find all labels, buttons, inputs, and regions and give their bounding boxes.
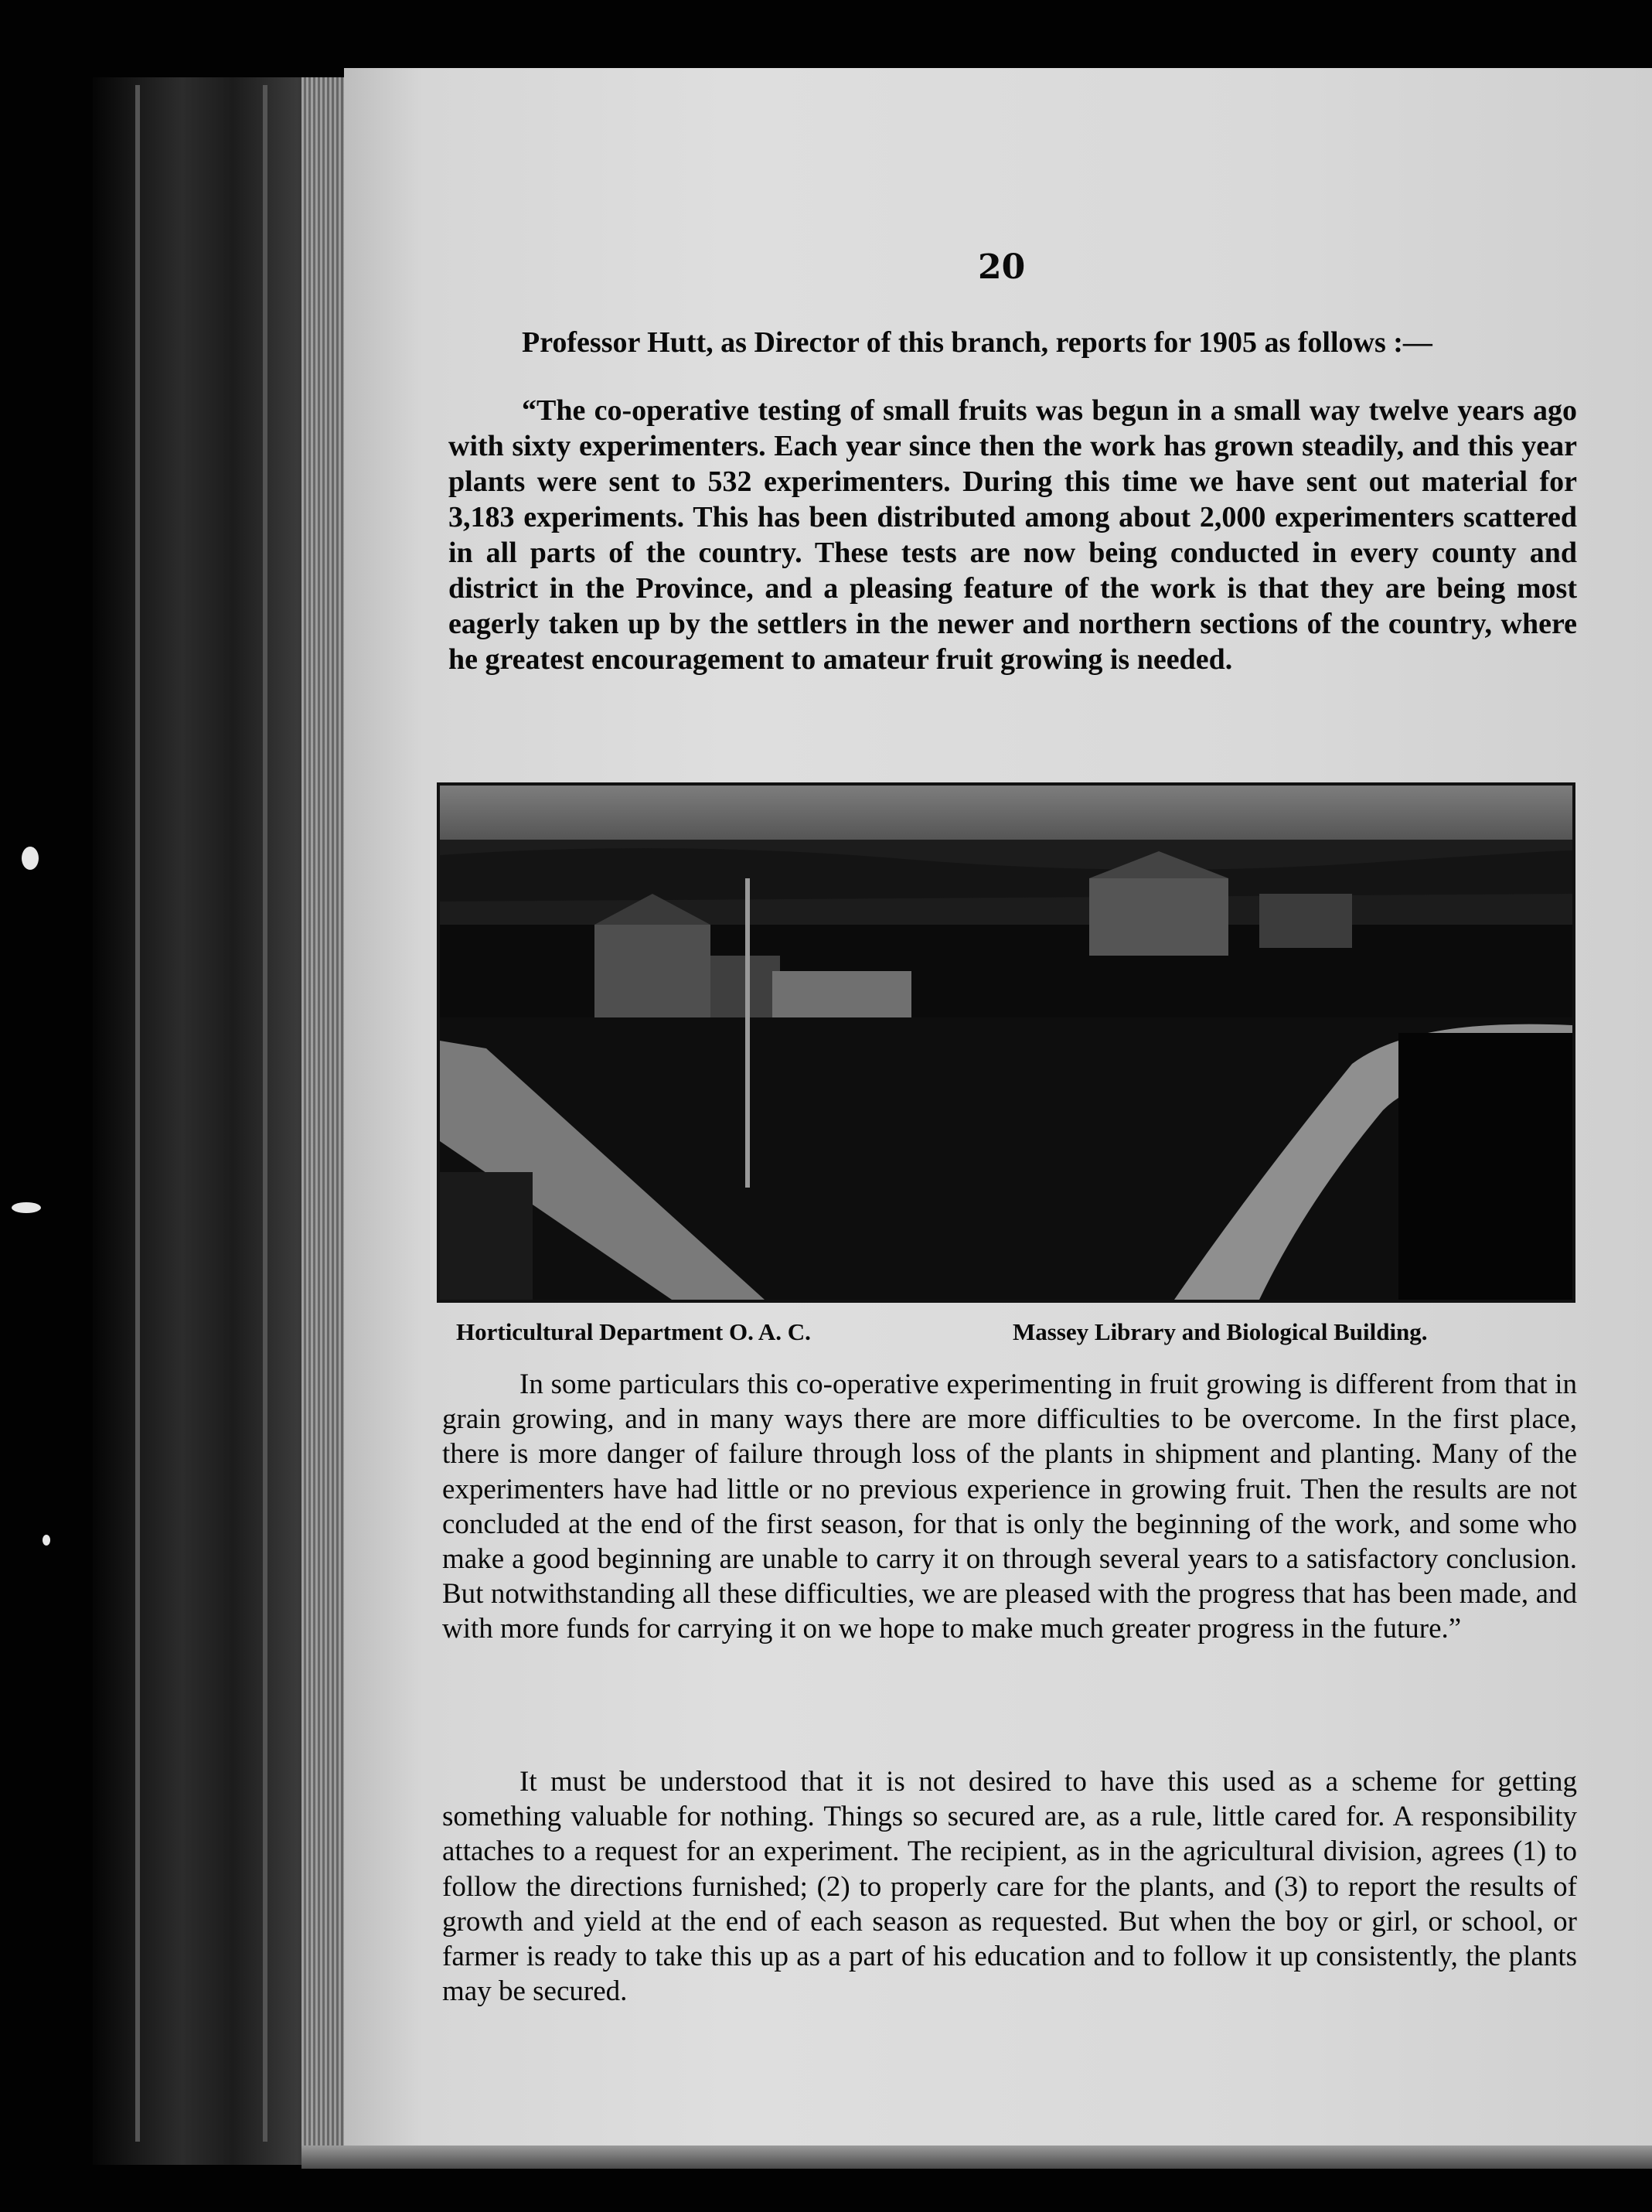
scan-speck [12, 1202, 41, 1213]
campus-photograph [437, 782, 1575, 1303]
page-number: 20 [978, 247, 1026, 287]
page-bottom-edge [301, 2146, 1652, 2169]
body-paragraph: Professor Hutt, as Director of this branch, reports for 1905 as follows :— [522, 326, 1432, 359]
spine-edge-line [263, 85, 267, 2142]
figure-caption-right: Massey Library and Biological Building. [1013, 1318, 1428, 1345]
body-paragraph: It must be understood that it is not desired to have this used as a scheme for getting something valuable for nothing. Things so secured are, as a rule, little cared for. A responsibility attaches to a request for an experiment. The recipient, as in the agricultural division, agrees (1) to follow the directions furnished; (2) to properly care for the plants, and (3) to report the results of growth and yield at the end of each season as requested. But when the boy or girl, or school, or farmer is ready to take this up as a part of his education and to follow it up consistently, the plants may be secured. [442, 1766, 1577, 2008]
photo-scene [440, 786, 1572, 1300]
page-stack-edge [301, 77, 344, 2165]
body-paragraph: In some particulars this co-operative experimenting in fruit growing is different from that in grain growing, and in many ways there are more difficulties to be overcome. In the first place, there is more danger of failure through loss of the plants in shipment and planting. Many of the experimenters have had little or no previous experience in growing fruit. Then the results are not concluded at the end of the first season, for that is only the beginning of the work, and some who make a good beginning are unable to carry it on through several years to a satisfactory conclusion. But notwithstanding all these difficulties, we are pleased with the progress that has been made, and with more funds for carrying it on we hope to make much greater progress in the future.” [442, 1368, 1577, 1645]
scan-speck [43, 1535, 50, 1546]
spine-edge-line [135, 85, 140, 2142]
figure-caption-left: Horticultural Department O. A. C. [456, 1318, 811, 1345]
scan-speck [22, 847, 39, 870]
body-paragraph: “The co-operative testing of small fruits was begun in a small way twelve years ago with sixty experimenters. Each year since then the work has grown steadily, and this year plants were sent to 532 experimenters. During this time we have sent out material for 3,183 experiments. This has been distributed among about 2,000 experimenters scattered in all parts of the country. These tests are now being conducted in every county and district in the Province, and a pleasing feature of the work is that they are being most eagerly taken up by the settlers in the newer and northern sections of the country, where he greatest encouragement to amateur fruit growing is needed. [448, 394, 1577, 676]
